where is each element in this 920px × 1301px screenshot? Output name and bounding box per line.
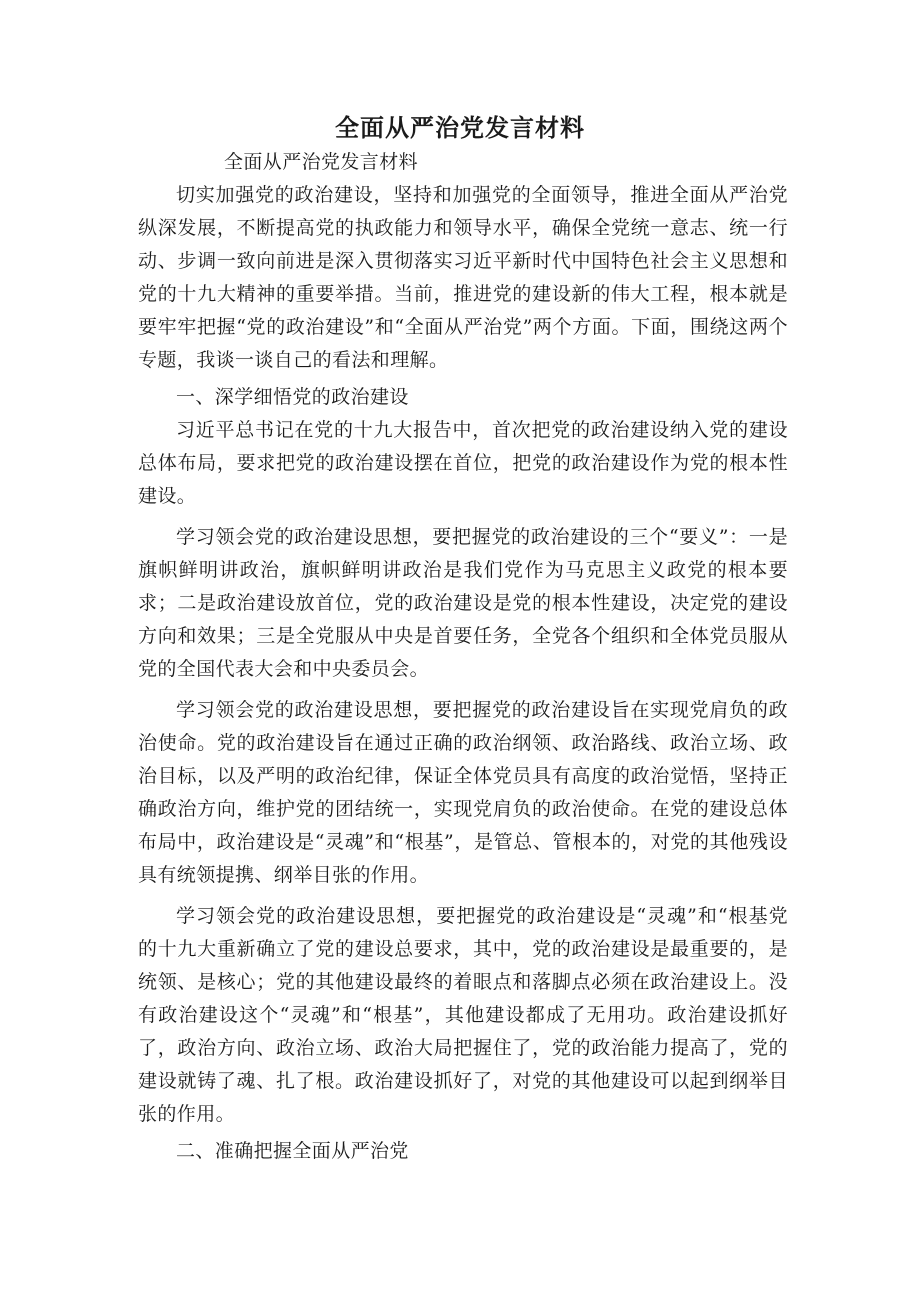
document-subtitle: 全面从严治党发言材料 [224, 151, 419, 173]
document-body [138, 146, 788, 1168]
document-title: 全面从严治党发言材料 [335, 114, 585, 142]
section-heading-2: 二、准确把握全面从严治党 [176, 1140, 409, 1162]
paragraph: 学习领会党的政治建设思想，要把握党的政治建设的三个“要义”：一是旗帜鲜明讲政治，旗帜鲜明讲政治是我们党作为马克思主义政党的根本要求；二是政治建设放首位，党的政治建设是党的根本性建设，决定党的建设方向和效果；三是全党服从中央是首要任务，全党各个组织和全体党员服从党的全国代表大会和中央委员会。 [138, 526, 788, 680]
section-heading-1: 一、深学细悟党的政治建设 [176, 386, 409, 408]
paragraph: 习近平总书记在党的十九大报告中，首次把党的政治建设纳入党的建设总体布局，要求把党的政治建设摆在首位，把党的政治建设作为党的根本性建设。 [138, 419, 788, 507]
paragraph: 学习领会党的政治建设思想，要把握党的政治建设是“灵魂”和“根基党的十九大重新确立了党的建设总要求，其中，党的政治建设是最重要的，是统领、是核心；党的其他建设最终的着眼点和落脚点必须在政治建设上。没有政治建设这个“灵魂”和“根基”，其他建设都成了无用功。政治建设抓好了，政治方向、政治立场、政治大局把握住了，党的政治能力提高了，党的建设就铸了魂、扎了根。政治建设抓好了，对党的其他建设可以起到纲举目张的作用。 [138, 905, 788, 1125]
paragraph-intro: 切实加强党的政治建设，坚持和加强党的全面领导，推进全面从严治党纵深发展，不断提高党的执政能力和领导水平，确保全党统一意志、统一行动、步调一致向前进是深入贯彻落实习近平新时代中国特色社会主义思想和党的十九大精神的重要举措。当前，推进党的建设新的伟大工程，根本就是要牢牢把握“党的政治建设”和“全面从严治党”两个方面。下面，围绕这两个专题，我谈一谈自己的看法和理解。 [138, 184, 788, 371]
paragraph: 学习领会党的政治建设思想，要把握党的政治建设旨在实现党肩负的政治使命。党的政治建设旨在通过正确的政治纲领、政治路线、政治立场、政治目标，以及严明的政治纪律，保证全体党员具有高度的政治觉悟，坚持正确政治方向，维护党的团结统一，实现党肩负的政治使命。在党的建设总体布局中，政治建设是“灵魂”和“根基”，是管总、管根本的，对党的其他残设具有统领提携、纲举目张的作用。 [138, 699, 788, 886]
